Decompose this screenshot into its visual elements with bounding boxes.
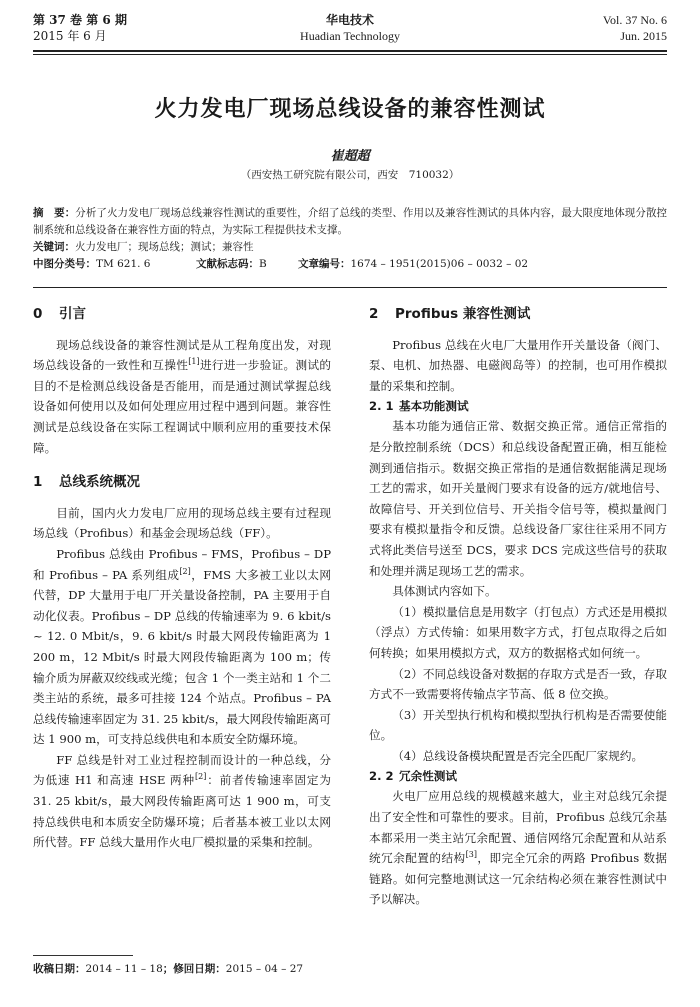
paragraph: [33, 544, 331, 750]
text-run: ，FMS 大多被工业以太网代替，DP 大量用于电厂开关量设备控制，PA 主要用于自动化仪表。Profibus – DP 总线的传输速率为 9. 6 kbit/s ~ 12. 0 Mbit/s，9. 6 kbit/s 时最大网段传输距离为 1 200 m，12 Mbit/s 时最大网段传输距离为 100 m；传输介质为屏蔽双绞线或光缆；包含 1 个一类主站和 1 个二类主站的系统，最多可挂接 124 个站点。Profibus – PA 总线传输速率固定为 31. 25 kbit/s，最大网段传输距离可达 1 900 m，可支持总线供电和本质安全防爆环境。: [33, 567, 331, 747]
abstract: [33, 205, 667, 239]
header-volume-cn: 第 37 卷 第 6 期: [33, 13, 127, 27]
abstract-text: 分析了火力发电厂现场总线兼容性测试的重要性，介绍了总线的类型、作用以及兼容性测试的具体内容，最大限度地体现分散控制系统和总线设备在兼容性方面的特点，为实际工程提供技术支撑。: [33, 207, 668, 236]
header-rule: [33, 50, 667, 52]
received-date: 2014 – 11 – 18: [85, 963, 163, 975]
abstract-block: [33, 205, 667, 273]
section-1-heading: [33, 472, 331, 493]
text-run: 进行进一步验证。测试的目的不是检测总线设备是否能用，而是通过测试掌握总线设备如何使用以及如何处理应用过程中遇到问题。兼容性测试是总线设备在实际工程调试中顺利应用的重要技术保障。: [33, 358, 331, 455]
text-run: Profibus 总线由 Profibus – FMS，Profibus – DP 和 Profibus – PA 系列组成: [33, 546, 331, 582]
section-2-2-heading: [369, 766, 667, 786]
section-2-1-title: 基本功能测试: [399, 399, 469, 414]
header-journal: [250, 12, 450, 44]
doc-code-label: 文献标志码：: [196, 258, 259, 270]
text-run: ，即完全冗余的两路 Profibus 数据链路。如何完整地测试这一冗余结构必须在兼容性测试中予以解决。: [369, 851, 667, 907]
text-run: ：前者传输速率固定为 31. 25 kbit/s，最大网段传输距离可达 1 900 m，可支持总线供电和本质安全防爆环境；后者基本被工业以太网所代替。FF 总线大量用作火电厂模拟量的采集和控制。: [33, 773, 331, 850]
article-number: [298, 256, 528, 273]
paragraph: [33, 335, 331, 459]
citation: [2]: [179, 566, 191, 576]
section-2-number: 2: [369, 306, 379, 322]
text-run: 现场总线设备的兼容性测试是从工程角度出发，对现场总线设备的一致性和互操性: [33, 337, 331, 373]
abstract-rule: [33, 287, 667, 288]
received-label: 收稿日期：: [33, 963, 86, 975]
section-2-title: Profibus 兼容性测试: [395, 306, 531, 322]
header-volume-en: [603, 12, 667, 44]
left-column: [33, 292, 331, 853]
header-journal-en: Huadian Technology: [300, 29, 400, 43]
section-2-1-number: 2. 1: [369, 399, 394, 414]
doc-code-value: B: [259, 258, 267, 270]
section-2-2-title: 冗余性测试: [399, 769, 457, 784]
paragraph: [369, 786, 667, 910]
header-date-en: Jun. 2015: [620, 29, 667, 43]
paragraph: 具体测试内容如下。: [392, 584, 497, 599]
paragraph: 基本功能为通信正常、数据交换正常。通信正常指的是分散控制系统（DCS）和总线设备配置正确，相互能检测到通信指示。数据交换正常指的是通信数据能满足现场工艺的需求，如开关量阀门要求有设备的远方/就地信号、故障信号、开关到位信号、开关指令信号等，模拟量阀门要求有模拟量指令和反馈。总线设备厂家往往采用不同方式将此类信号送至 DCS，要求 DCS 完成这些信号的获取和处理并满足现场工艺的需求。: [369, 419, 667, 578]
doc-code: [196, 256, 267, 273]
affiliation: （西安热工研究院有限公司，西安 710032）: [240, 169, 460, 181]
section-2-1-heading: [369, 396, 667, 416]
article-number-value: 1674 – 1951(2015)06 – 0032 – 02: [350, 258, 529, 270]
list-item: （4）总线设备模块配置是否完全匹配厂家规约。: [392, 748, 644, 763]
header-volume: [33, 12, 127, 44]
clc-value: TM 621. 6: [96, 258, 151, 270]
text-run: FF 总线是针对工业过程控制而设计的一种总线，分为低速 H1 和高速 HSE 两种: [33, 752, 331, 788]
section-2-heading: [369, 304, 667, 325]
section-0-number: 0: [33, 306, 43, 322]
author: 崔超超: [330, 149, 370, 164]
citation: [2]: [194, 772, 207, 782]
header-rule-thin: [33, 54, 667, 55]
header-volume-en-line: Vol. 37 No. 6: [602, 13, 667, 27]
list-item: （3）开关型执行机构和模拟型执行机构是否需要使能位。: [369, 707, 667, 743]
clc: [33, 256, 151, 273]
revised-label: ；修回日期：: [162, 963, 226, 975]
paper-title: 火力发电厂现场总线设备的兼容性测试: [154, 97, 546, 122]
footnote: [33, 961, 303, 976]
section-0-title: 引言: [59, 306, 86, 322]
right-column: [369, 292, 667, 910]
header-journal-cn: 华电技术: [325, 13, 374, 27]
keywords-label: 关键词：: [33, 241, 75, 253]
footnote-rule: [33, 955, 133, 956]
list-item: （2）不同总线设备对数据的存取方式是否一致，存取方式不一致需要将传输点字节高、低 8 位交换。: [369, 666, 667, 702]
header-date-cn: 2015 年 6 月: [33, 29, 107, 43]
section-2-2-number: 2. 2: [369, 769, 394, 784]
revised-date: 2015 – 04 – 27: [225, 963, 304, 975]
clc-label: 中图分类号：: [33, 258, 96, 270]
section-1-number: 1: [33, 474, 43, 491]
classification-line: [33, 256, 667, 273]
article-number-label: 文章编号：: [298, 258, 351, 270]
section-1-title: 总线系统概况: [59, 474, 140, 491]
keywords-text: 火力发电厂；现场总线；测试；兼容性: [75, 241, 254, 253]
keywords: [33, 239, 667, 256]
citation: [1]: [188, 357, 200, 367]
paragraph: [33, 750, 331, 853]
abstract-label: 摘 要：: [33, 207, 76, 219]
paragraph: 目前，国内火力发电厂应用的现场总线主要有过程现场总线（Profibus）和基金会现场总线（FF）。: [33, 505, 331, 541]
list-item: （1）模拟量信息是用数字（打包点）方式还是用模拟（浮点）方式传输：如果用数字方式，打包点取得之后如何转换；如果用模拟方式，双方的数据格式如何统一。: [369, 604, 667, 660]
citation: [3]: [465, 850, 477, 860]
section-0-heading: [33, 304, 331, 325]
paragraph: Profibus 总线在火电厂大量用作开关量设备（阀门、泵、电机、加热器、电磁阀岛等）的控制，也可用作模拟量的采集和控制。: [369, 337, 667, 393]
text-run: 火电厂应用总线的规模越来越大，业主对总线冗余提出了安全性和可靠性的要求。目前，Profibus 总线冗余基本都采用一类主站冗余配置、通信网络冗余配置和从站系统冗余配置的结构: [369, 789, 667, 866]
